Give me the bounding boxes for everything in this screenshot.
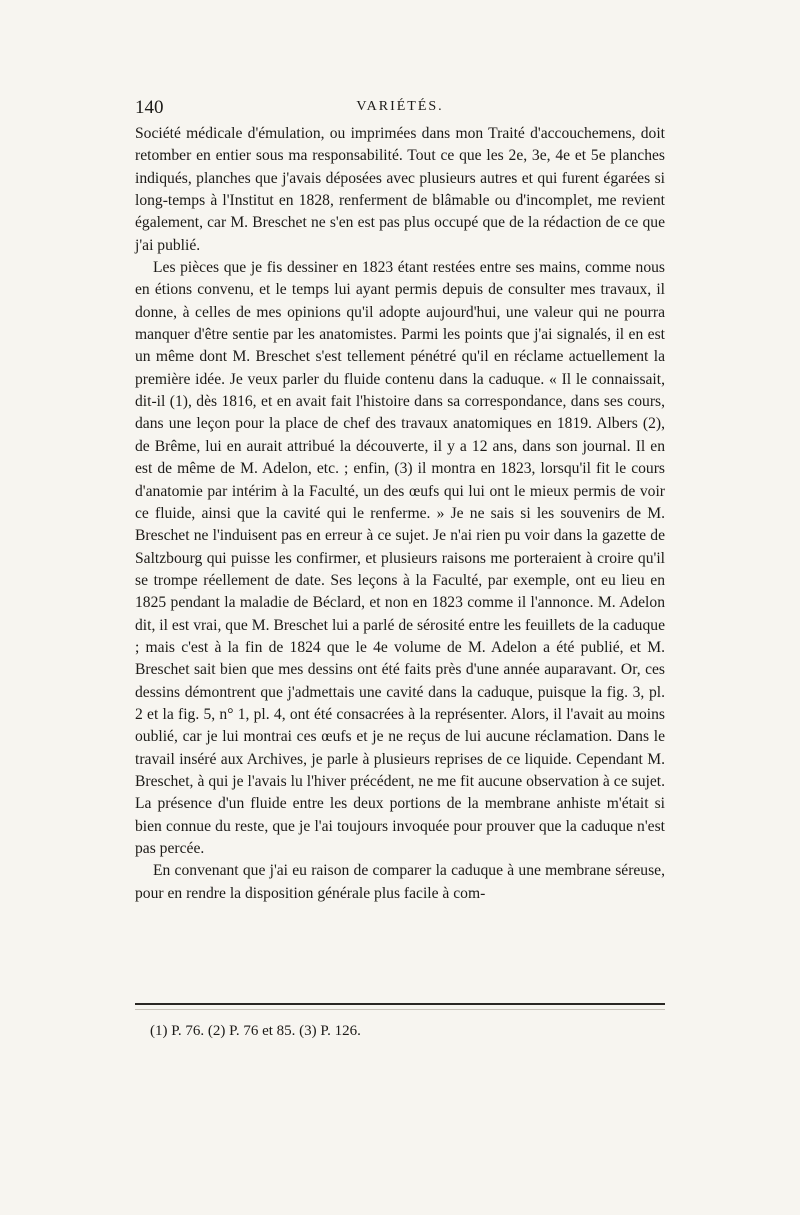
footnote-rule-thin (135, 1009, 665, 1010)
footnote-rule (135, 1003, 665, 1005)
paragraph-3: En convenant que j'ai eu raison de comparer la caduque à une membrane séreuse, pour en rendre la disposition générale plus facile à com- (135, 862, 665, 902)
running-title: VARIÉTÉS. (356, 99, 444, 114)
paragraph-2: Les pièces que je fis dessiner en 1823 étant restées entre ses mains, comme nous en étions convenu, et le temps lui ayant permis depuis de consulter mes travaux, il donne, à celles de mes opinions qu'il adopte aujourd'hui, une valeur qui ne pourra manquer d'être sentie par les anatomistes. Parmi les points que j'ai signalés, il en est un même dont M. Breschet s'est tellement pénétré qu'il en réclame actuellement la première idée. Je veux parler du fluide contenu dans la caduque. « Il le connaissait, dit-il (1), dès 1816, et en avait fait l'histoire dans sa correspondance, dans ses cours, dans une leçon pour la place de chef des travaux anatomiques en 1819. Albers (2), de Brême, lui en aurait attribué la découverte, il y a 12 ans, dans son journal. Il en est de même de M. Adelon, etc. ; enfin, (3) il montra en 1823, lorsqu'il fit le cours d'anatomie par intérim à la Faculté, un des œufs qui lui ont le mieux permis de voir ce fluide, ainsi que la cavité qui le renferme. » Je ne sais si les souvenirs de M. Breschet ne l'induisent pas en erreur à ce sujet. Je n'ai rien pu voir dans la gazette de Saltzbourg qui puisse les confirmer, et plusieurs raisons me porteraient à croire qu'il se trompe réellement de date. Ses leçons à la Faculté, par exemple, ont eu lieu en 1825 pendant la maladie de Béclard, et non en 1823 comme il l'annonce. M. Adelon dit, il est vrai, que M. Breschet lui a parlé de sérosité entre les feuillets de la caduque ; mais c'est à la fin de 1824 que le 4e volume de M. Adelon a été publié, et M. Breschet sait bien que mes dessins ont été faits près d'une année auparavant. Or, ces dessins démontrent que j'admettais une cavité dans la caduque, puisque la fig. 3, pl. 2 et la fig. 5, n° 1, pl. 4, ont été consacrées à la représenter. Alors, il l'avait au moins oublié, car je lui montrai ces œufs et je ne reçus de lui aucune réclamation. Dans le travail inséré aux Archives, je parle à plusieurs reprises de ce liquide. Cependant M. Breschet, à qui je l'avais lu l'hiver précédent, ne me fit aucune observation à ce sujet. La présence d'un fluide entre les deux portions de la membrane anhiste m'était si bien connue du reste, que je l'ai toujours invoquée pour prouver que la caduque n'est pas percée. (135, 259, 665, 857)
footnote: (1) P. 76. (2) P. 76 et 85. (3) P. 126. (150, 1023, 361, 1039)
paragraph-1: Société médicale d'émulation, ou imprimées dans mon Traité d'accouchemens, doit retomber en entier sous ma responsabilité. Tout ce que les 2e, 3e, 4e et 5e planches indiqués, planches que j'avais déposées avec plusieurs autres et qui furent égarées si long-temps à l'Institut en 1828, renferment de blâmable ou d'incomplet, me revient également, car M. Breschet ne s'en est pas plus occupé que de la rédaction de ce que j'ai publié. (135, 125, 665, 254)
page-number: 140 (135, 97, 164, 118)
body-text (135, 123, 665, 905)
page-header (135, 97, 665, 121)
